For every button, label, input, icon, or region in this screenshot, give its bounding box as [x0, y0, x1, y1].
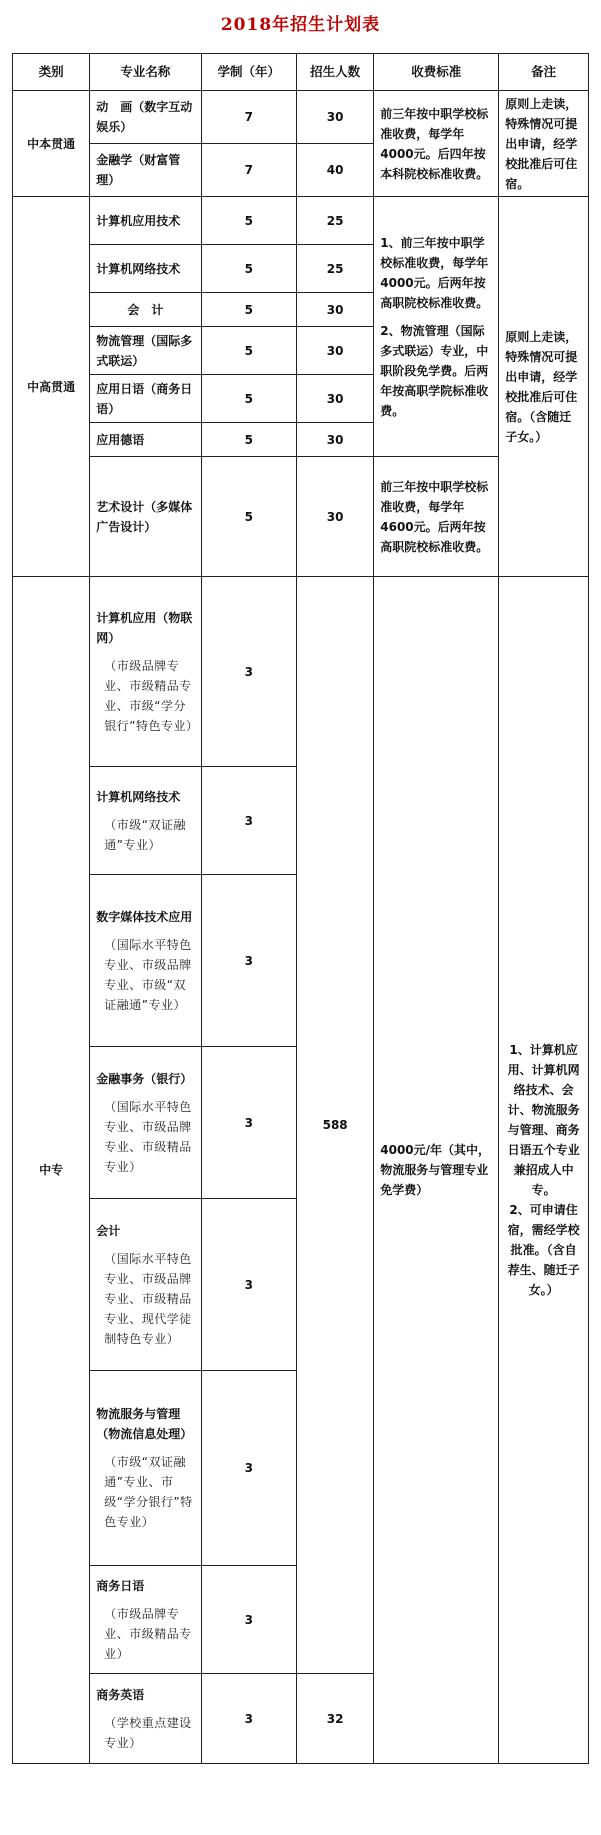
count-cell: 30	[297, 293, 374, 327]
header-category: 类别	[13, 54, 90, 91]
major-note: （市级品牌专业、市级精品专业、市级“学分银行”特色专业）	[104, 658, 199, 733]
years-cell: 3	[201, 1566, 296, 1674]
major-cell: 动 画（数字互动娱乐）	[90, 91, 201, 144]
fee-cell	[374, 197, 499, 457]
count-cell: 40	[297, 144, 374, 197]
table-row	[13, 577, 589, 767]
major-cell	[90, 1566, 201, 1674]
major-cell: 艺术设计（多媒体广告设计）	[90, 457, 201, 577]
remark-cell: 原则上走读，特殊情况可提出申请，经学校批准后可住宿。	[499, 91, 589, 197]
major-cell	[90, 1199, 201, 1371]
years-cell: 3	[201, 1674, 296, 1764]
fee-note-1: 1、前三年按中职学校标准收费，每学年4000元。后两年按高职院校标准收费。	[380, 235, 489, 310]
header-fee: 收费标准	[374, 54, 499, 91]
years-cell: 5	[201, 245, 296, 293]
header-years: 学制（年）	[201, 54, 296, 91]
years-cell: 3	[201, 767, 296, 875]
major-cell	[90, 577, 201, 767]
major-cell: 金融学（财富管理）	[90, 144, 201, 197]
count-cell: 30	[297, 327, 374, 375]
category-cell: 中本贯通	[13, 91, 90, 197]
years-cell: 5	[201, 327, 296, 375]
count-cell: 25	[297, 245, 374, 293]
years-cell: 3	[201, 875, 296, 1047]
count-cell: 30	[297, 457, 374, 577]
category-cell: 中高贯通	[13, 197, 90, 577]
major-name: 金融事务（银行）	[96, 1071, 193, 1086]
years-cell: 3	[201, 1199, 296, 1371]
major-name: 物流服务与管理（物流信息处理）	[96, 1407, 193, 1441]
major-cell	[90, 1371, 201, 1566]
enrollment-plan-table	[12, 53, 589, 1764]
major-note: （市级“双证融通”专业）	[104, 817, 186, 852]
major-name: 计算机应用（物联网）	[96, 610, 193, 645]
header-count: 招生人数	[297, 54, 374, 91]
major-note: （学校重点建设专业）	[104, 1715, 192, 1750]
major-cell	[90, 1047, 201, 1199]
major-name: 商务英语	[96, 1687, 145, 1702]
years-cell: 5	[201, 293, 296, 327]
table-row	[13, 197, 589, 245]
count-cell: 30	[297, 375, 374, 423]
major-cell	[90, 875, 201, 1047]
major-name: 商务日语	[96, 1578, 145, 1593]
years-cell: 3	[201, 577, 296, 767]
category-cell: 中专	[13, 577, 90, 1764]
major-cell: 应用德语	[90, 423, 201, 457]
major-note: （国际水平特色专业、市级品牌专业、市级精品专业）	[104, 1099, 192, 1174]
years-cell: 5	[201, 375, 296, 423]
major-name: 会计	[96, 1223, 121, 1238]
years-cell: 5	[201, 423, 296, 457]
major-cell: 计算机网络技术	[90, 245, 201, 293]
count-cell: 32	[297, 1674, 374, 1764]
header-major: 专业名称	[90, 54, 201, 91]
fee-note-2: 2、物流管理（国际多式联运）专业，中职阶段免学费。后两年按高职学院标准收费。	[380, 323, 489, 418]
major-cell	[90, 767, 201, 875]
table-header-row	[13, 54, 589, 91]
major-note: （市级品牌专业、市级精品专业）	[104, 1606, 192, 1661]
remark-cell	[499, 577, 589, 1764]
fee-cell: 前三年按中职学校标准收费，每学年4600元。后两年按高职院校标准收费。	[374, 457, 499, 577]
header-remark: 备注	[499, 54, 589, 91]
count-cell: 25	[297, 197, 374, 245]
major-cell: 计算机应用技术	[90, 197, 201, 245]
table-row	[13, 91, 589, 144]
major-note: （国际水平特色专业、市级品牌专业、市级精品专业、现代学徒制特色专业）	[104, 1251, 192, 1346]
page-title: 2018年招生计划表	[220, 15, 381, 35]
major-cell: 物流管理（国际多式联运）	[90, 327, 201, 375]
major-cell: 应用日语（商务日语）	[90, 375, 201, 423]
remark-note-1: 1、计算机应用、计算机网络技术、会计、物流服务与管理、商务日语五个专业兼招成人中专。	[507, 1043, 580, 1197]
major-cell	[90, 1674, 201, 1764]
count-cell: 588	[297, 577, 374, 1674]
years-cell: 7	[201, 144, 296, 197]
years-cell: 3	[201, 1047, 296, 1199]
count-cell: 30	[297, 423, 374, 457]
major-note: （国际水平特色专业、市级品牌专业、市级“双证融通”专业）	[104, 937, 192, 1012]
years-cell: 5	[201, 457, 296, 577]
fee-cell: 前三年按中职学校标准收费，每学年4000元。后四年按本科院校标准收费。	[374, 91, 499, 197]
fee-cell: 4000元/年（其中，物流服务与管理专业免学费）	[374, 577, 499, 1764]
remark-cell: 原则上走读，特殊情况可提出申请，经学校批准后可住宿。（含随迁子女。）	[499, 197, 589, 577]
years-cell: 3	[201, 1371, 296, 1566]
major-note: （市级“双证融通”专业、市级“学分银行”特色专业）	[104, 1455, 193, 1529]
years-cell: 7	[201, 91, 296, 144]
count-cell: 30	[297, 91, 374, 144]
years-cell: 5	[201, 197, 296, 245]
remark-note-2: 2、可申请住宿，需经学校批准。（含自荐生、随迁子女。）	[507, 1203, 580, 1297]
major-name: 数字媒体技术应用	[96, 909, 193, 924]
major-cell: 会 计	[90, 293, 201, 327]
major-name: 计算机网络技术	[96, 789, 181, 804]
